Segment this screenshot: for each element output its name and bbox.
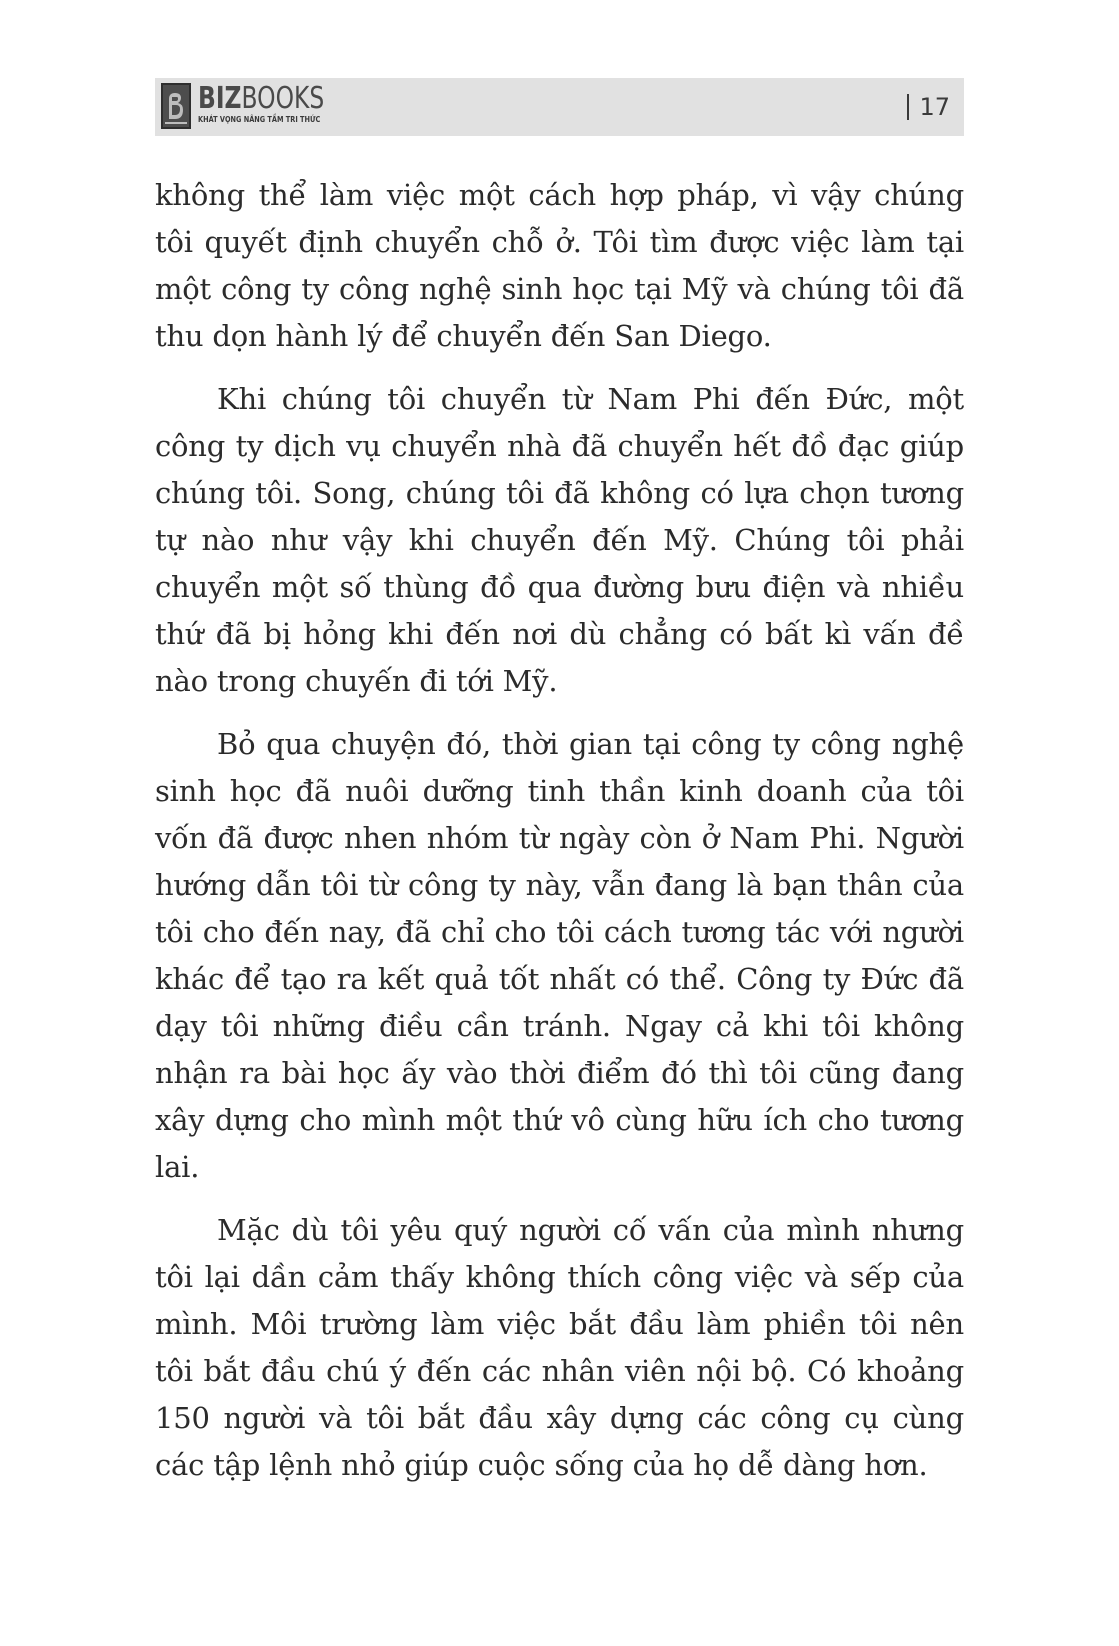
paragraph: Bỏ qua chuyện đó, thời gian tại công ty công nghệ sinh học đã nuôi dưỡng tinh thần kinh doanh của tôi vốn đã được nhen nhóm từ ngày còn ở Nam Phi. Người hướng dẫn tôi từ công ty này, vẫn đang là bạn thân của tôi cho đến nay, đã chỉ cho tôi cách tương tác với người khác để tạo ra kết quả tốt nhất có thể. Công ty Đức đã dạy tôi những điều cần tránh. Ngay cả khi tôi không nhận ra bài học ấy vào thời điểm đó thì tôi cũng đang xây dựng cho mình một thứ vô cùng hữu ích cho tương lai. — [155, 727, 964, 1184]
brand-tagline: KHÁT VỌNG NÂNG TẦM TRI THỨC — [198, 115, 321, 124]
body-text — [155, 172, 964, 1505]
brand-name-rest: BOOKS — [241, 81, 325, 116]
paragraph: Mặc dù tôi yêu quý người cố vấn của mình nhưng tôi lại dần cảm thấy không thích công việc và sếp của mình. Môi trường làm việc bắt đầu làm phiền tôi nên tôi bắt đầu chú ý đến các nhân viên nội bộ. Có khoảng 150 người và tôi bắt đầu xây dựng các công cụ cùng các tập lệnh nhỏ giúp cuộc sống của họ dễ dàng hơn. — [155, 1213, 964, 1482]
page-number-block — [907, 92, 950, 122]
paragraph: Khi chúng tôi chuyển từ Nam Phi đến Đức, một công ty dịch vụ chuyển nhà đã chuyển hết đồ đạc giúp chúng tôi. Song, chúng tôi đã không có lựa chọn tương tự nào như vậy khi chuyển đến Mỹ. Chúng tôi phải chuyển một số thùng đồ qua đường bưu điện và nhiều thứ đã bị hỏng khi đến nơi dù chẳng có bất kì vấn đề nào trong chuyến đi tới Mỹ. — [155, 382, 964, 698]
page-number: 17 — [919, 93, 950, 121]
brand-name-bold: BIZ — [198, 81, 242, 116]
page-number-divider — [907, 94, 909, 120]
bizbooks-logo-icon — [161, 83, 191, 129]
publisher-logo — [161, 83, 360, 129]
paragraph: không thể làm việc một cách hợp pháp, vì vậy chúng tôi quyết định chuyển chỗ ở. Tôi tìm được việc làm tại một công ty công nghệ sinh học tại Mỹ và chúng tôi đã thu dọn hành lý để chuyển đến San Diego. — [155, 178, 964, 353]
running-header — [155, 78, 964, 136]
logo-text — [198, 83, 360, 125]
brand-name — [198, 83, 324, 115]
